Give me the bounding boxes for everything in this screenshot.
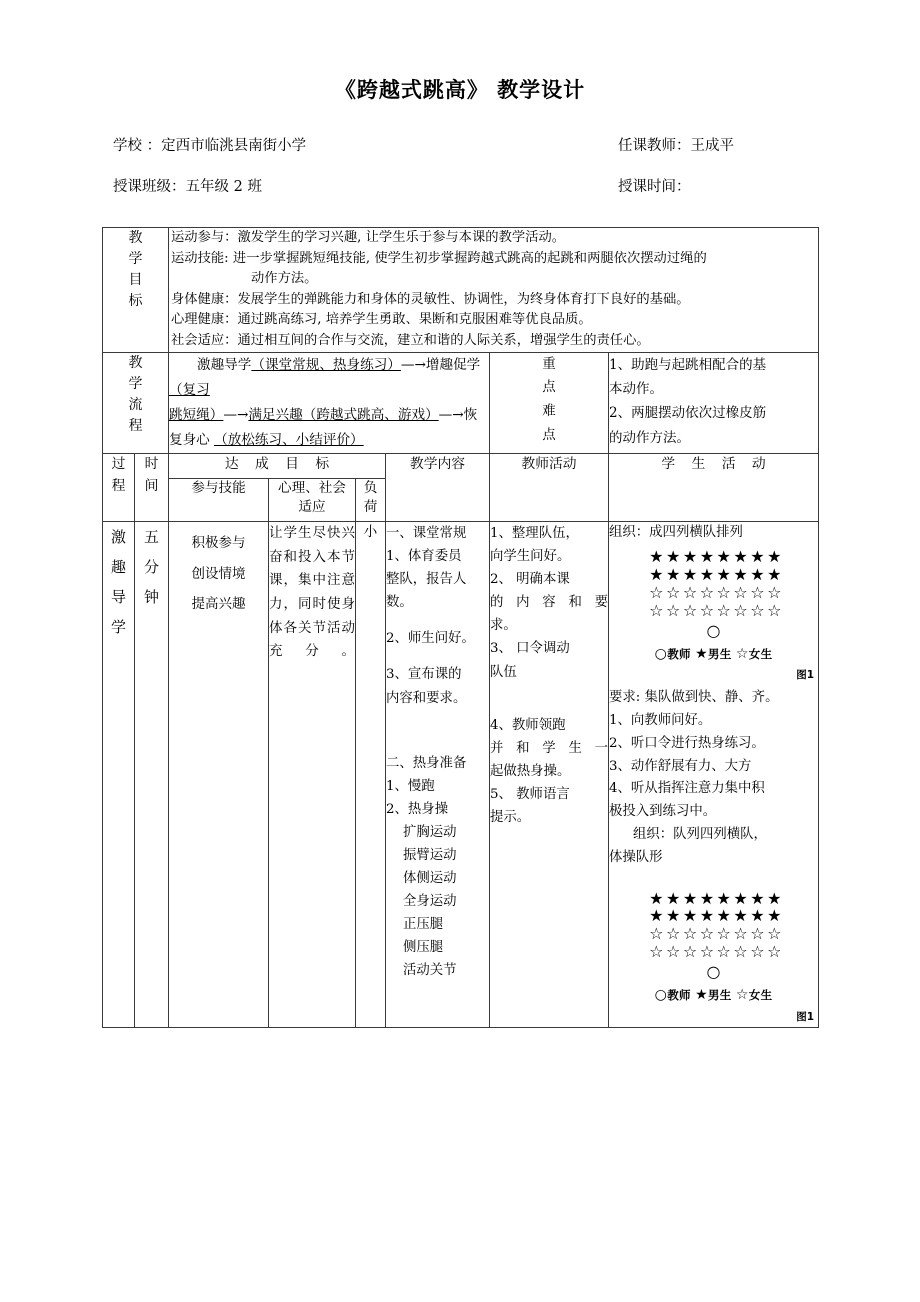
circle-icon: ○ (654, 987, 668, 1004)
header-psych-social: 心理、社会 适应 (269, 479, 356, 522)
skill-item: 创设情境 (191, 565, 246, 582)
header-teacher-activity: 教师活动 (490, 454, 609, 522)
boy-star-row: ★★★★★★★★ (649, 888, 784, 908)
requirement-item: 2、听口令进行热身练习。 (609, 735, 765, 751)
objectives-row (103, 228, 819, 353)
header-skills: 参与技能 (169, 479, 269, 522)
keypoint-item: 2、两腿摆动依次过橡皮筋 (609, 405, 767, 422)
keypoint-item: 的动作方法。 (609, 429, 690, 446)
filled-star-icon: ★ (695, 987, 708, 1004)
objective-item: 心理健康：通过跳高练习, 培养学生勇敢、果断和克服困难等优良品质。 (171, 312, 592, 328)
cell-teaching-content (386, 522, 490, 1028)
content-spacer (386, 650, 489, 663)
exercise-item: 振臂运动 (403, 847, 457, 863)
content-spacer (386, 710, 489, 752)
formation-diagram-2 (609, 890, 818, 1027)
requirement-item: 4、听从指挥注意力集中积 (609, 781, 765, 797)
requirement-item: 3、动作舒展有力、大方 (609, 758, 752, 774)
cell-psych-social: 让学生尽快兴奋和投入本节课，集中注意力，同时使身体各关节活动充分。 (269, 522, 356, 1028)
teacher-line: 求。 (490, 618, 517, 634)
school-label: 学校 ：定西市临洮县南街小学 (113, 138, 307, 154)
objective-item: 社会适应：通过相互间的合作与交流，建立和谐的人际关系，增强学生的责任心。 (171, 333, 650, 349)
exercise-item: 体侧运动 (403, 870, 457, 886)
figure-label-2: 图1 (796, 1010, 815, 1023)
objective-item: 运动参与：激发学生的学习兴趣, 让学生乐于参与本课的教学活动。 (171, 230, 566, 245)
objective-item: 身体健康：发展学生的弹跳能力和身体的灵敏性、协调性，为终身体育打下良好的基础。 (171, 291, 690, 307)
content-line: 内容和要求。 (386, 690, 467, 706)
content-line: 2、热身操 (386, 801, 449, 817)
objectives-body (169, 228, 819, 353)
header-load: 负 荷 (356, 479, 386, 522)
legend-boy-text: 男生 (707, 988, 732, 1003)
objective-item-cont: 动作方法。 (251, 271, 318, 287)
cell-time: 五 分 钟 (135, 522, 169, 1028)
hollow-star-icon: ☆ (735, 987, 749, 1004)
teacher-line: 4、教师领跑 (490, 717, 566, 733)
legend-girl-text: 女生 (748, 646, 773, 661)
formation-legend (609, 643, 818, 667)
teacher-label: 任课教师：王成平 (618, 138, 734, 154)
boy-star-row: ★★★★★★★★ (649, 564, 784, 584)
content-spacer (386, 614, 489, 627)
header-student-activity: 学 生 活 动 (609, 454, 819, 522)
filled-star-icon: ★ (695, 645, 708, 662)
exercise-item: 扩胸运动 (403, 824, 457, 840)
flow-line-1: 激趣导学（课堂常规、热身练习）—→增趣促学（复习 (169, 356, 481, 398)
legend-boy-text: 男生 (707, 646, 732, 661)
cell-teacher-activity (490, 522, 609, 1028)
table-header-group-row (103, 454, 819, 479)
flow-line-3: （放松练习、小结评价） (214, 432, 364, 449)
organization-label-2-line2: 体操队形 (609, 849, 663, 865)
teacher-line: 向学生问好。 (490, 549, 571, 565)
requirement-item: 极投入到练习中。 (609, 804, 717, 820)
exercise-item: 活动关节 (403, 962, 457, 978)
figure-label-1: 图1 (796, 669, 815, 682)
content-line: 1、体育委员 (386, 549, 462, 565)
girl-star-row: ☆☆☆☆☆☆☆☆ (649, 942, 784, 962)
keypoint-item: 本动作。 (609, 380, 663, 397)
flow-label: 教 学 流 程 (103, 352, 169, 454)
content-line: 一、课堂常规 (386, 526, 467, 542)
objective-item: 运动技能: 进一步掌握跳短绳技能, 使学生初步掌握跨越式跳高的起跳和两腿依次摆动过绳的 (171, 250, 707, 266)
teacher-line: 1、整理队伍， (490, 526, 579, 542)
girl-star-row: ☆☆☆☆☆☆☆☆ (649, 924, 784, 944)
teacher-line: 2、 明确本课 (490, 572, 570, 588)
content-line: 二、热身准备 (386, 755, 467, 771)
legend-teacher-text: 教师 (667, 646, 691, 661)
legend-girl-text: 女生 (748, 988, 773, 1003)
cell-process: 激 趣 导 学 (103, 522, 135, 1028)
requirement-item: 1、向教师问好。 (609, 713, 712, 729)
cell-skills (169, 522, 269, 1028)
header-goals-group: 达 成 目 标 (169, 454, 386, 479)
boy-star-row: ★★★★★★★★ (649, 547, 784, 566)
lesson-plan-table (102, 227, 819, 1028)
content-line: 2、师生问好。 (386, 631, 475, 647)
skill-item: 积极参与 (191, 535, 246, 552)
teacher-position-circle: ○ (706, 962, 721, 982)
requirements-block (609, 687, 818, 824)
teacher-line: 提示。 (490, 809, 531, 825)
header-process: 过 程 (103, 454, 135, 522)
exercise-item: 正压腿 (403, 916, 444, 932)
teacher-line: 并 和 学 生 一 (490, 740, 608, 756)
legend-teacher-text: 教师 (667, 988, 691, 1003)
exercise-item: 全身运动 (403, 893, 457, 909)
organization-label-1: 组织：成四列横队排列 (609, 525, 743, 541)
girl-star-row: ☆☆☆☆☆☆☆☆ (649, 600, 784, 620)
boy-star-row: ★★★★★★★★ (649, 906, 784, 926)
objectives-label: 教 学 目 标 (103, 228, 169, 353)
teacher-position-circle: ○ (706, 620, 721, 640)
hollow-star-icon: ☆ (735, 645, 749, 662)
keypoints-body (609, 352, 819, 454)
lesson-time-label: 授课时间： (618, 179, 691, 195)
exercise-item: 侧压腿 (403, 939, 444, 955)
keypoint-item: 1、助跑与起跳相配合的基 (609, 356, 767, 373)
formation-diagram-1 (609, 548, 818, 685)
keypoints-label: 重 点 难 点 (490, 352, 609, 454)
flow-body (169, 352, 490, 454)
teacher-line: 起做热身操。 (490, 763, 571, 779)
teacher-line: 5、 教师语言 (490, 786, 570, 802)
page-title: 《跨越式跳高》 教学设计 (334, 77, 586, 102)
requirement-head: 要求: 集队做到快、静、齐。 (609, 690, 779, 706)
content-line: 1、慢跑 (386, 778, 435, 794)
teacher-spacer (490, 684, 608, 714)
cell-student-activity (609, 522, 819, 1028)
teacher-line: 的 内 容 和 要 (490, 595, 608, 611)
class-label: 授课班级：五年级 2 班 (113, 179, 262, 195)
cell-load: 小 (356, 522, 386, 1028)
flow-line-2: 跳短绳）—→满足兴趣（跨越式跳高、游戏）—→恢复身心 (169, 406, 478, 449)
organization-label-2-line1: 组织：队列四列横队， (633, 826, 767, 842)
content-line: 3、宣布课的 (386, 667, 462, 683)
flow-row (103, 352, 819, 454)
teacher-line: 队伍 (490, 664, 517, 680)
formation-legend (609, 984, 818, 1008)
content-line: 数。 (386, 595, 413, 611)
skill-item: 提高兴趣 (191, 596, 246, 613)
circle-icon: ○ (654, 645, 668, 662)
girl-star-row: ☆☆☆☆☆☆☆☆ (649, 582, 784, 602)
header-teaching-content: 教学内容 (386, 454, 490, 522)
table-row (103, 522, 819, 1028)
content-line: 整队，报告人 (386, 572, 467, 588)
header-time: 时 间 (135, 454, 169, 522)
teacher-line: 3、 口令调动 (490, 641, 570, 657)
